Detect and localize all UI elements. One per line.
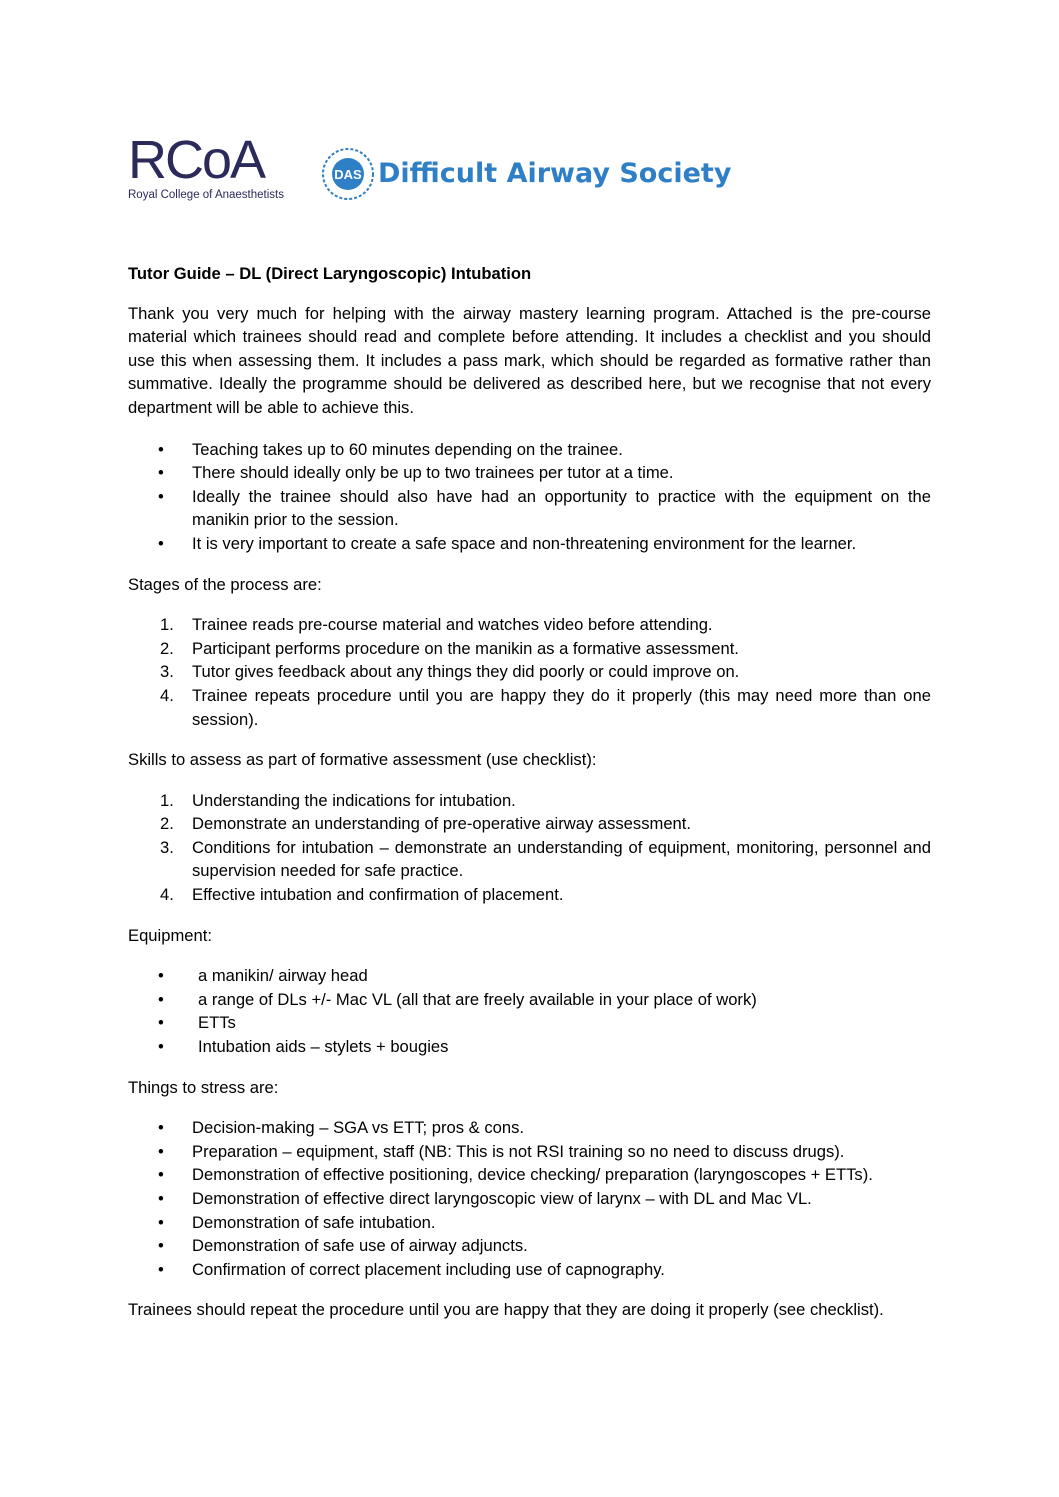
list-text: Conditions for intubation – demonstrate an understanding of equipment, monitoring, personnel and supervision needed for safe practice. [192,837,931,881]
general-points-list [128,438,931,556]
skills-list [128,789,931,907]
list-item [128,836,931,883]
list-number: 1. [160,790,174,810]
list-item: • Preparation – equipment, staff (NB: This is not RSI training so no need to discuss drugs). [128,1140,931,1164]
intro-paragraph: Thank you very much for helping with the airway mastery learning program. Attached is the pre-course material which trainees should read and complete before attending. It includes a checklist and you should use this when assessing them. It includes a pass mark, which should be regarded as formative rather than summative. Ideally the programme should be delivered as described here, but we recognise that not every department will be able to achieve this. [128,303,931,417]
list-text: Effective intubation and confirmation of placement. [192,885,564,905]
list-number: 4. [160,685,174,705]
list-number: 3. [160,837,174,857]
list-number: 2. [160,814,174,834]
equipment-list [128,964,931,1058]
list-item [128,684,931,731]
list-item: • Demonstration of safe use of airway adjuncts. [128,1234,931,1258]
list-text: Trainee repeats procedure until you are happy they do it properly (this may need more than one session). [192,685,931,729]
das-badge-text: DAS [334,167,362,182]
stages-heading: Stages of the process are: [128,574,322,594]
list-item: • Decision-making – SGA vs ETT; pros & cons. [128,1116,931,1140]
list-item: • a manikin/ airway head [128,964,931,988]
equipment-heading: Equipment: [128,925,212,945]
list-text: Trainee reads pre-course material and watches video before attending. [192,615,713,635]
list-item: • a range of DLs +/- Mac VL (all that are freely available in your place of work) [128,988,931,1012]
list-item: • Demonstration of effective direct laryngoscopic view of larynx – with DL and Mac VL. [128,1187,931,1211]
list-text: Tutor gives feedback about any things they did poorly or could improve on. [192,662,740,682]
list-number: 3. [160,662,174,682]
list-item [128,660,931,684]
rcoa-logo-name: Royal College of Anaesthetists [128,189,284,201]
das-logo-name: Difficult Airway Society [378,158,732,189]
list-number: 2. [160,638,174,658]
list-item [128,637,931,661]
list-number: 4. [160,885,174,905]
list-text: Participant performs procedure on the manikin as a formative assessment. [192,638,739,658]
list-item: • ETTs [128,1011,931,1035]
stages-list [128,613,931,731]
list-item: • Teaching takes up to 60 minutes depending on the trainee. [128,438,931,462]
list-item [128,613,931,637]
closing-paragraph: Trainees should repeat the procedure until you are happy that they are doing it properly (see checklist). [128,1300,884,1320]
document-body [128,262,931,1322]
list-item: • There should ideally only be up to two trainees per tutor at a time. [128,461,931,485]
skills-heading: Skills to assess as part of formative assessment (use checklist): [128,750,597,770]
logo-bar [128,126,732,206]
list-item: • Confirmation of correct placement including use of capnography. [128,1258,931,1282]
list-item: • It is very important to create a safe space and non-threatening environment for the learner. [128,532,931,556]
document-title: Tutor Guide – DL (Direct Laryngoscopic) Intubation [128,264,532,283]
rcoa-logo [128,126,298,204]
stress-heading: Things to stress are: [128,1077,279,1097]
das-logo [322,146,742,206]
list-text: Understanding the indications for intubation. [192,790,516,810]
list-number: 1. [160,615,174,635]
list-item: • Demonstration of effective positioning, device checking/ preparation (laryngoscopes + ETTs). [128,1163,931,1187]
list-item: • Ideally the trainee should also have had an opportunity to practice with the equipment on the manikin prior to the session. [128,485,931,532]
list-item [128,812,931,836]
stress-list [128,1116,931,1281]
list-item: • Intubation aids – stylets + bougies [128,1035,931,1059]
list-text: Demonstrate an understanding of pre-operative airway assessment. [192,814,691,834]
list-item [128,883,931,907]
rcoa-logo-mark: RCoA [128,130,265,190]
list-item: • Demonstration of safe intubation. [128,1211,931,1235]
list-item [128,789,931,813]
